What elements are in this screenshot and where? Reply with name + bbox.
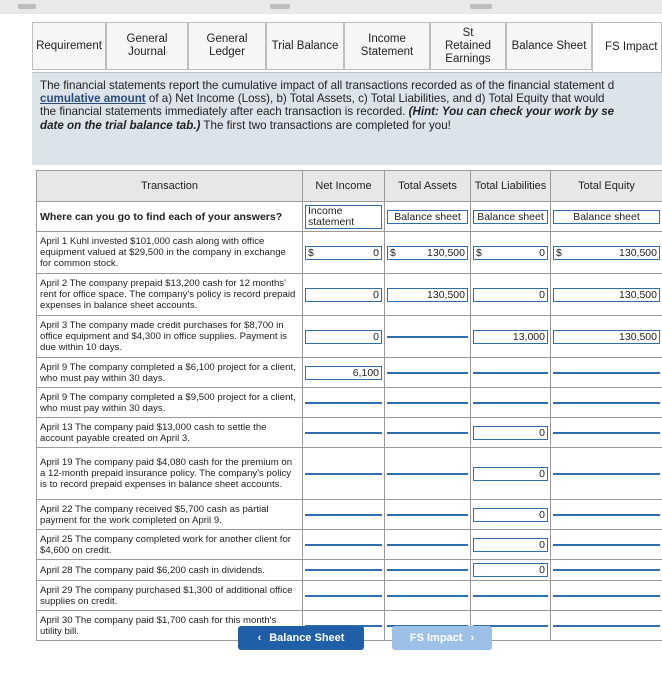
fs-impact-table	[36, 170, 662, 641]
total-assets-input[interactable]	[385, 232, 471, 274]
total-liabilities-input[interactable]	[471, 358, 551, 388]
total-liabilities-input[interactable]	[471, 274, 551, 316]
total-assets-input[interactable]	[385, 448, 471, 500]
cell-value: 13,000	[512, 330, 545, 343]
transaction-description: April 22 The company received $5,700 cash as partial payment for the work completed on April 9.	[37, 500, 303, 530]
total-equity-input[interactable]	[551, 611, 662, 641]
chevron-left-icon: ‹	[257, 632, 262, 644]
net-income-input[interactable]	[303, 448, 385, 500]
cell-value: 0	[539, 467, 545, 480]
cell-value: 0	[539, 288, 545, 301]
net-income-input[interactable]	[303, 232, 385, 274]
total-equity-input[interactable]	[551, 500, 662, 530]
net-income-input[interactable]	[303, 500, 385, 530]
transaction-description: April 19 The company paid $4,080 cash for the premium on a 12-month prepaid insurance policy. The company's policy is to record prepaid expenses in balance sheet accounts.	[37, 448, 303, 500]
header-net-income: Net Income	[303, 171, 385, 202]
cell-value: 0	[373, 288, 379, 301]
total-assets-input[interactable]	[385, 530, 471, 560]
net-income-input[interactable]	[303, 358, 385, 388]
top-strip-mark	[270, 4, 290, 9]
tab-st-retained-earnings[interactable]: St Retained Earnings	[430, 22, 506, 70]
total-equity-input[interactable]	[551, 530, 662, 560]
total-assets-input[interactable]	[385, 418, 471, 448]
total-equity-input[interactable]	[551, 232, 662, 274]
transaction-description: April 9 The company completed a $6,100 project for a client, who must pay within 30 days.	[37, 358, 303, 388]
top-strip-mark	[470, 4, 492, 9]
cell-value: 130,500	[427, 246, 465, 259]
transaction-description: April 3 The company made credit purchases for $8,700 in office equipment and $4,300 in office supplies. Payment is due within 10 days.	[37, 316, 303, 358]
total-liabilities-input[interactable]	[471, 418, 551, 448]
total-assets-input[interactable]	[385, 581, 471, 611]
total-equity-input[interactable]	[551, 418, 662, 448]
net-income-input[interactable]	[303, 581, 385, 611]
total-assets-input[interactable]	[385, 388, 471, 418]
table-row	[37, 530, 662, 560]
header-total-equity: Total Equity	[551, 171, 662, 202]
total-equity-input[interactable]	[551, 316, 662, 358]
total-assets-input[interactable]	[385, 358, 471, 388]
total-equity-input[interactable]	[551, 274, 662, 316]
prev-balance-sheet-button[interactable]: ‹ Balance Sheet	[238, 626, 364, 650]
transaction-description: April 13 The company paid $13,000 cash to settle the account payable created on April 3.	[37, 418, 303, 448]
total-liabilities-input[interactable]	[471, 388, 551, 418]
tab-income-statement[interactable]: Income Statement	[344, 22, 430, 70]
cell-value: 130,500	[619, 246, 657, 259]
table-row	[37, 418, 662, 448]
transaction-description: April 2 The company prepaid $13,200 cash for 12 months' rent for office space. The company's policy is record prepaid expenses in balance sheet accounts.	[37, 274, 303, 316]
table-row	[37, 500, 662, 530]
cell-value: 0	[539, 508, 545, 521]
total-equity-input[interactable]	[551, 448, 662, 500]
transaction-description: April 30 The company paid $1,700 cash for this month's utility bill.	[37, 611, 303, 641]
cell-value: 130,500	[619, 330, 657, 343]
total-assets-input[interactable]	[385, 500, 471, 530]
table-row	[37, 358, 662, 388]
total-liabilities-input[interactable]	[471, 530, 551, 560]
tab-fs-impact[interactable]: FS Impact	[592, 22, 662, 72]
total-liabilities-input[interactable]	[471, 500, 551, 530]
currency-symbol: $	[476, 246, 482, 259]
total-equity-input[interactable]	[551, 560, 662, 581]
table-row	[37, 232, 662, 274]
next-fs-impact-button[interactable]: FS Impact ›	[392, 626, 492, 650]
net-income-input[interactable]	[303, 388, 385, 418]
total-equity-input[interactable]	[551, 358, 662, 388]
net-income-input[interactable]	[303, 560, 385, 581]
cumulative-amount-link[interactable]: cumulative amount	[40, 92, 146, 106]
total-equity-input[interactable]	[551, 388, 662, 418]
currency-symbol: $	[556, 246, 562, 259]
cell-value: 0	[539, 426, 545, 439]
cell-value: 0	[539, 538, 545, 551]
total-liabilities-input[interactable]	[471, 448, 551, 500]
top-strip-mark	[18, 4, 36, 9]
header-total-assets: Total Assets	[385, 171, 471, 202]
currency-symbol: $	[390, 246, 396, 259]
total-liabilities-input[interactable]	[471, 560, 551, 581]
table-row	[37, 274, 662, 316]
currency-symbol: $	[308, 246, 314, 259]
instructions-text: The financial statements report the cumulative impact of all transactions recorded as of the financial statement d cumulative amount of a) Net Income (Loss), b) Total Assets, c) Total Liabilities, and d) Total Equity that would the financial statements immediately after each transaction is recorded. (Hint: You can check your work by se date on the trial balance tab.) The first two transactions are completed for you!	[40, 79, 615, 132]
chevron-right-icon: ›	[470, 632, 475, 644]
instructions-panel	[32, 72, 662, 165]
table-row	[37, 581, 662, 611]
table-row	[37, 448, 662, 500]
tab-requirement[interactable]: Requirement	[32, 22, 106, 70]
where-total-equity-select[interactable]: Balance sheet	[551, 202, 662, 232]
net-income-input[interactable]	[303, 316, 385, 358]
total-assets-input[interactable]	[385, 274, 471, 316]
tab-general-ledger[interactable]: General Ledger	[188, 22, 266, 70]
net-income-input[interactable]	[303, 418, 385, 448]
tab-general-journal[interactable]: General Journal	[106, 22, 188, 70]
table-row	[37, 560, 662, 581]
cell-value: 6,100	[352, 366, 379, 379]
where-total-liabilities-select[interactable]: Balance sheet	[471, 202, 551, 232]
where-net-income-select[interactable]: Income statement	[303, 202, 385, 232]
cell-value: 0	[373, 330, 379, 343]
transaction-description: April 1 Kuhl invested $101,000 cash along with office equipment valued at $29,500 in the company in exchange for common stock.	[37, 232, 303, 274]
transaction-description: April 25 The company completed work for another client for $4,600 on credit.	[37, 530, 303, 560]
header-total-liabilities: Total Liabilities	[471, 171, 551, 202]
total-equity-input[interactable]	[551, 581, 662, 611]
where-question: Where can you go to find each of your answers?	[37, 202, 303, 232]
tab-trial-balance[interactable]: Trial Balance	[266, 22, 344, 70]
total-liabilities-input[interactable]	[471, 316, 551, 358]
table-row	[37, 388, 662, 418]
table-row	[37, 316, 662, 358]
net-income-input[interactable]	[303, 274, 385, 316]
transaction-description: April 28 The company paid $6,200 cash in dividends.	[37, 560, 303, 581]
cell-value: 0	[539, 564, 545, 576]
cell-value: 130,500	[619, 288, 657, 301]
header-transaction: Transaction	[37, 171, 303, 202]
tab-balance-sheet[interactable]: Balance Sheet	[506, 22, 592, 70]
tab-bar	[32, 22, 662, 72]
net-income-input[interactable]	[303, 530, 385, 560]
total-liabilities-input[interactable]	[471, 581, 551, 611]
total-liabilities-input[interactable]	[471, 232, 551, 274]
total-assets-input[interactable]	[385, 316, 471, 358]
cell-value: 130,500	[427, 288, 465, 301]
browser-top-strip	[0, 0, 662, 14]
transaction-description: April 29 The company purchased $1,300 of additional office supplies on credit.	[37, 581, 303, 611]
cell-value: 0	[373, 246, 379, 259]
total-assets-input[interactable]	[385, 560, 471, 581]
transaction-description: April 9 The company completed a $9,500 project for a client, who must pay within 30 days.	[37, 388, 303, 418]
where-total-assets-select[interactable]: Balance sheet	[385, 202, 471, 232]
cell-value: 0	[539, 246, 545, 259]
